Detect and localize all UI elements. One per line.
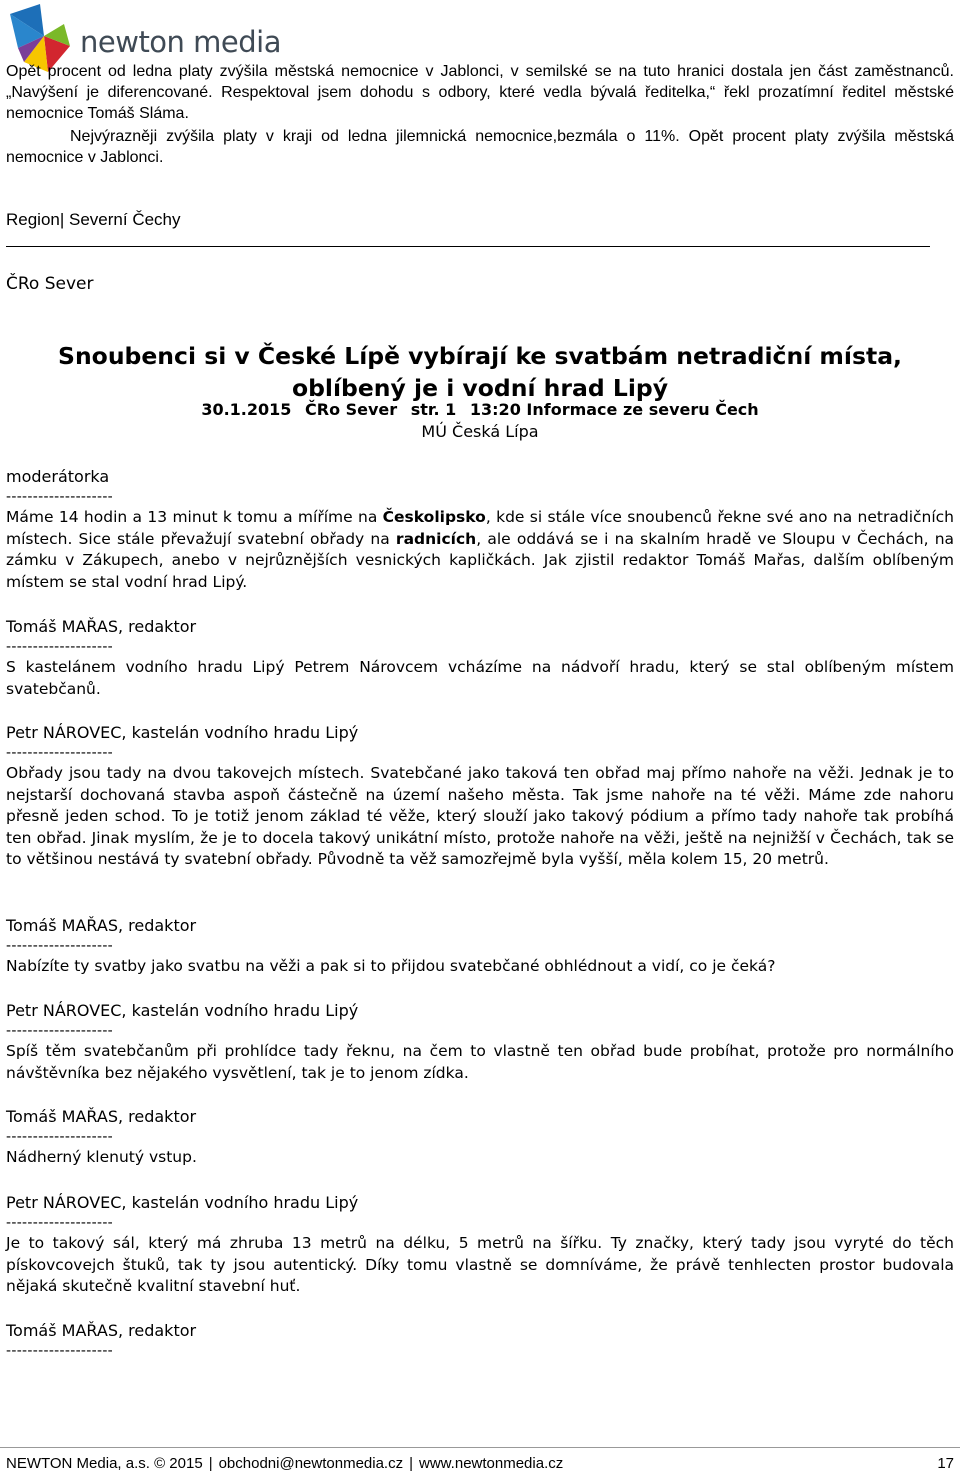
lead-paragraph-2-part-b: Opět procent platy zvýšila městská nemocnice v Jablonci. (6, 128, 955, 166)
speaker-name: Petr NÁROVEC, kastelán vodního hradu Lipý (6, 1001, 359, 1020)
page-number: 17 (937, 1455, 954, 1472)
separator-dashes: -------------------- (6, 1023, 114, 1039)
transcript-block-7 (6, 1192, 954, 1298)
separator-dashes: -------------------- (6, 1343, 114, 1359)
transcript-text: Máme 14 hodin a 13 minut k tomu a míříme na Českolipsko, kde si stále více snoubenců řekne své ano na netradičních místech. Sice stále převažují svatební obřady na radnicích, ale oddává se i na skalním hradě ve Sloupu v Čechách, na zámku v Zákupech, anebo v nejrůznějších vesnických kapličkách. Jak zjistil redaktor Tomáš Mařas, dalším oblíbeným místem se stal vodní hrad Lipý. (6, 508, 955, 591)
separator-dashes: -------------------- (6, 489, 114, 505)
transcript-block-6 (6, 1106, 954, 1169)
lead-paragraph-1: Opět procent od ledna platy zvýšila městská nemocnice v Jablonci, v semilské se na tuto hranici dostala jen část zaměstnanců. „Navýšení je diferencované. Respektoval jsem dohodu s odbory, které vedla bývalá ředitelka,“ řekl prozatímní ředitel městské nemocnice Tomáš Sláma. (6, 63, 954, 122)
speaker-name: Tomáš MAŘAS, redaktor (6, 617, 197, 636)
separator-dashes: -------------------- (6, 1129, 114, 1145)
transcript-block-2 (6, 616, 954, 700)
transcript-text: Je to takový sál, který má zhruba 13 metrů na délku, 5 metrů na šířku. Ty značky, který tady jsou vyryté do těch pískovcovejch štuků, tak ty jsou autentický. Díky tomu vlastně se domníváme, že právě tenhlecten prostor budovala nějaká skutečně kvalitní stavební huť. (6, 1234, 954, 1295)
transcript-block-1 (6, 466, 954, 593)
footer-company: NEWTON Media, a.s. © 2015 (6, 1455, 203, 1472)
article-title: Snoubenci si v České Lípě vybírají ke svatbám netradiční místa, oblíbený je i vodní hrad Lipý (58, 342, 902, 402)
separator-dashes: -------------------- (6, 938, 114, 954)
article-program: 13:20 Informace ze severu Čech (469, 400, 759, 419)
footer-email-link[interactable]: obchodni@newtonmedia.cz (218, 1455, 404, 1472)
article-subject: MÚ Česká Lípa (421, 422, 539, 441)
speaker-name: Tomáš MAŘAS, redaktor (6, 916, 197, 935)
speaker-name: Petr NÁROVEC, kastelán vodního hradu Lipý (6, 1193, 359, 1212)
region-label: Region| Severní Čechy (6, 210, 181, 229)
transcript-text: Spíš těm svatebčanům při prohlídce tady řeknu, na čem to vlastně ten obřad bude probíhat, protože pro normálního návštěvníka bez nějakého vysvětlení, tak je to jenom zídka. (6, 1042, 954, 1082)
article-source: ČRo Sever (305, 400, 398, 419)
transcript-block-4 (6, 915, 954, 978)
separator-dashes: -------------------- (6, 1215, 114, 1231)
speaker-name: Tomáš MAŘAS, redaktor (6, 1321, 197, 1340)
section-source: ČRo Sever (6, 274, 94, 294)
article-page: str. 1 (410, 400, 457, 419)
transcript-text: Nabízíte ty svatby jako svatbu na věži a pak si to přijdou svatebčané obhlédnout a vidí, co je čeká? (6, 957, 776, 975)
transcript-block-3 (6, 722, 954, 871)
footer-web-link[interactable]: www.newtonmedia.cz (419, 1455, 564, 1472)
lead-paragraph-2 (6, 126, 954, 168)
separator-dashes: -------------------- (6, 745, 114, 761)
separator-dashes: -------------------- (6, 639, 114, 655)
footer-divider (0, 1447, 960, 1448)
transcript-text: S kastelánem vodního hradu Lipý Petrem Nárovcem vcházíme na nádvoří hradu, který se stal oblíbeným místem svatebčanů. (6, 658, 954, 698)
article-date: 30.1.2015 (201, 400, 292, 419)
transcript-text: Obřady jsou tady na dvou takovejch místech. Svatebčané jako taková ten obřad maj přímo nahoře na věži. Jednak je to nejstarší dochovaná stavba aspoň částečně na území našeho města. Tak jsme nahoře na té věži. Máme zde nahoru přesně jeden schod. To je totiž jenom základ té věže, který slouží jako takový pódium a přímo tady nahoře tak probíhá ten obřad. Jinak myslím, že je to docela takový unikátní místo, protože nahoře na věži, ještě na nejnižší v Čechách, tak se to většinou nestává ty svatební obřady. Původně ta věž samozřejmě byla vyšší, měla kolem 15, 20 metrů. (6, 764, 954, 868)
speaker-name: Petr NÁROVEC, kastelán vodního hradu Lipý (6, 723, 359, 742)
transcript-block-5 (6, 1000, 954, 1084)
transcript-text: Nádherný klenutý vstup. (6, 1148, 197, 1166)
page-footer: NEWTON Media, a.s. © 2015 | obchodni@newtonmedia.cz | www.newtonmedia.cz 17 (6, 1455, 954, 1472)
lead-paragraph-2-part-a: Nejvýrazněji zvýšila platy v kraji od ledna jilemnická nemocnice,bezmála o 11%. (70, 128, 680, 145)
speaker-name: moderátorka (6, 467, 110, 486)
article-meta (6, 400, 954, 419)
logo-wordmark: newton media (80, 25, 281, 59)
section-divider (6, 246, 930, 247)
transcript-block-8 (6, 1320, 954, 1361)
speaker-name: Tomáš MAŘAS, redaktor (6, 1107, 197, 1126)
